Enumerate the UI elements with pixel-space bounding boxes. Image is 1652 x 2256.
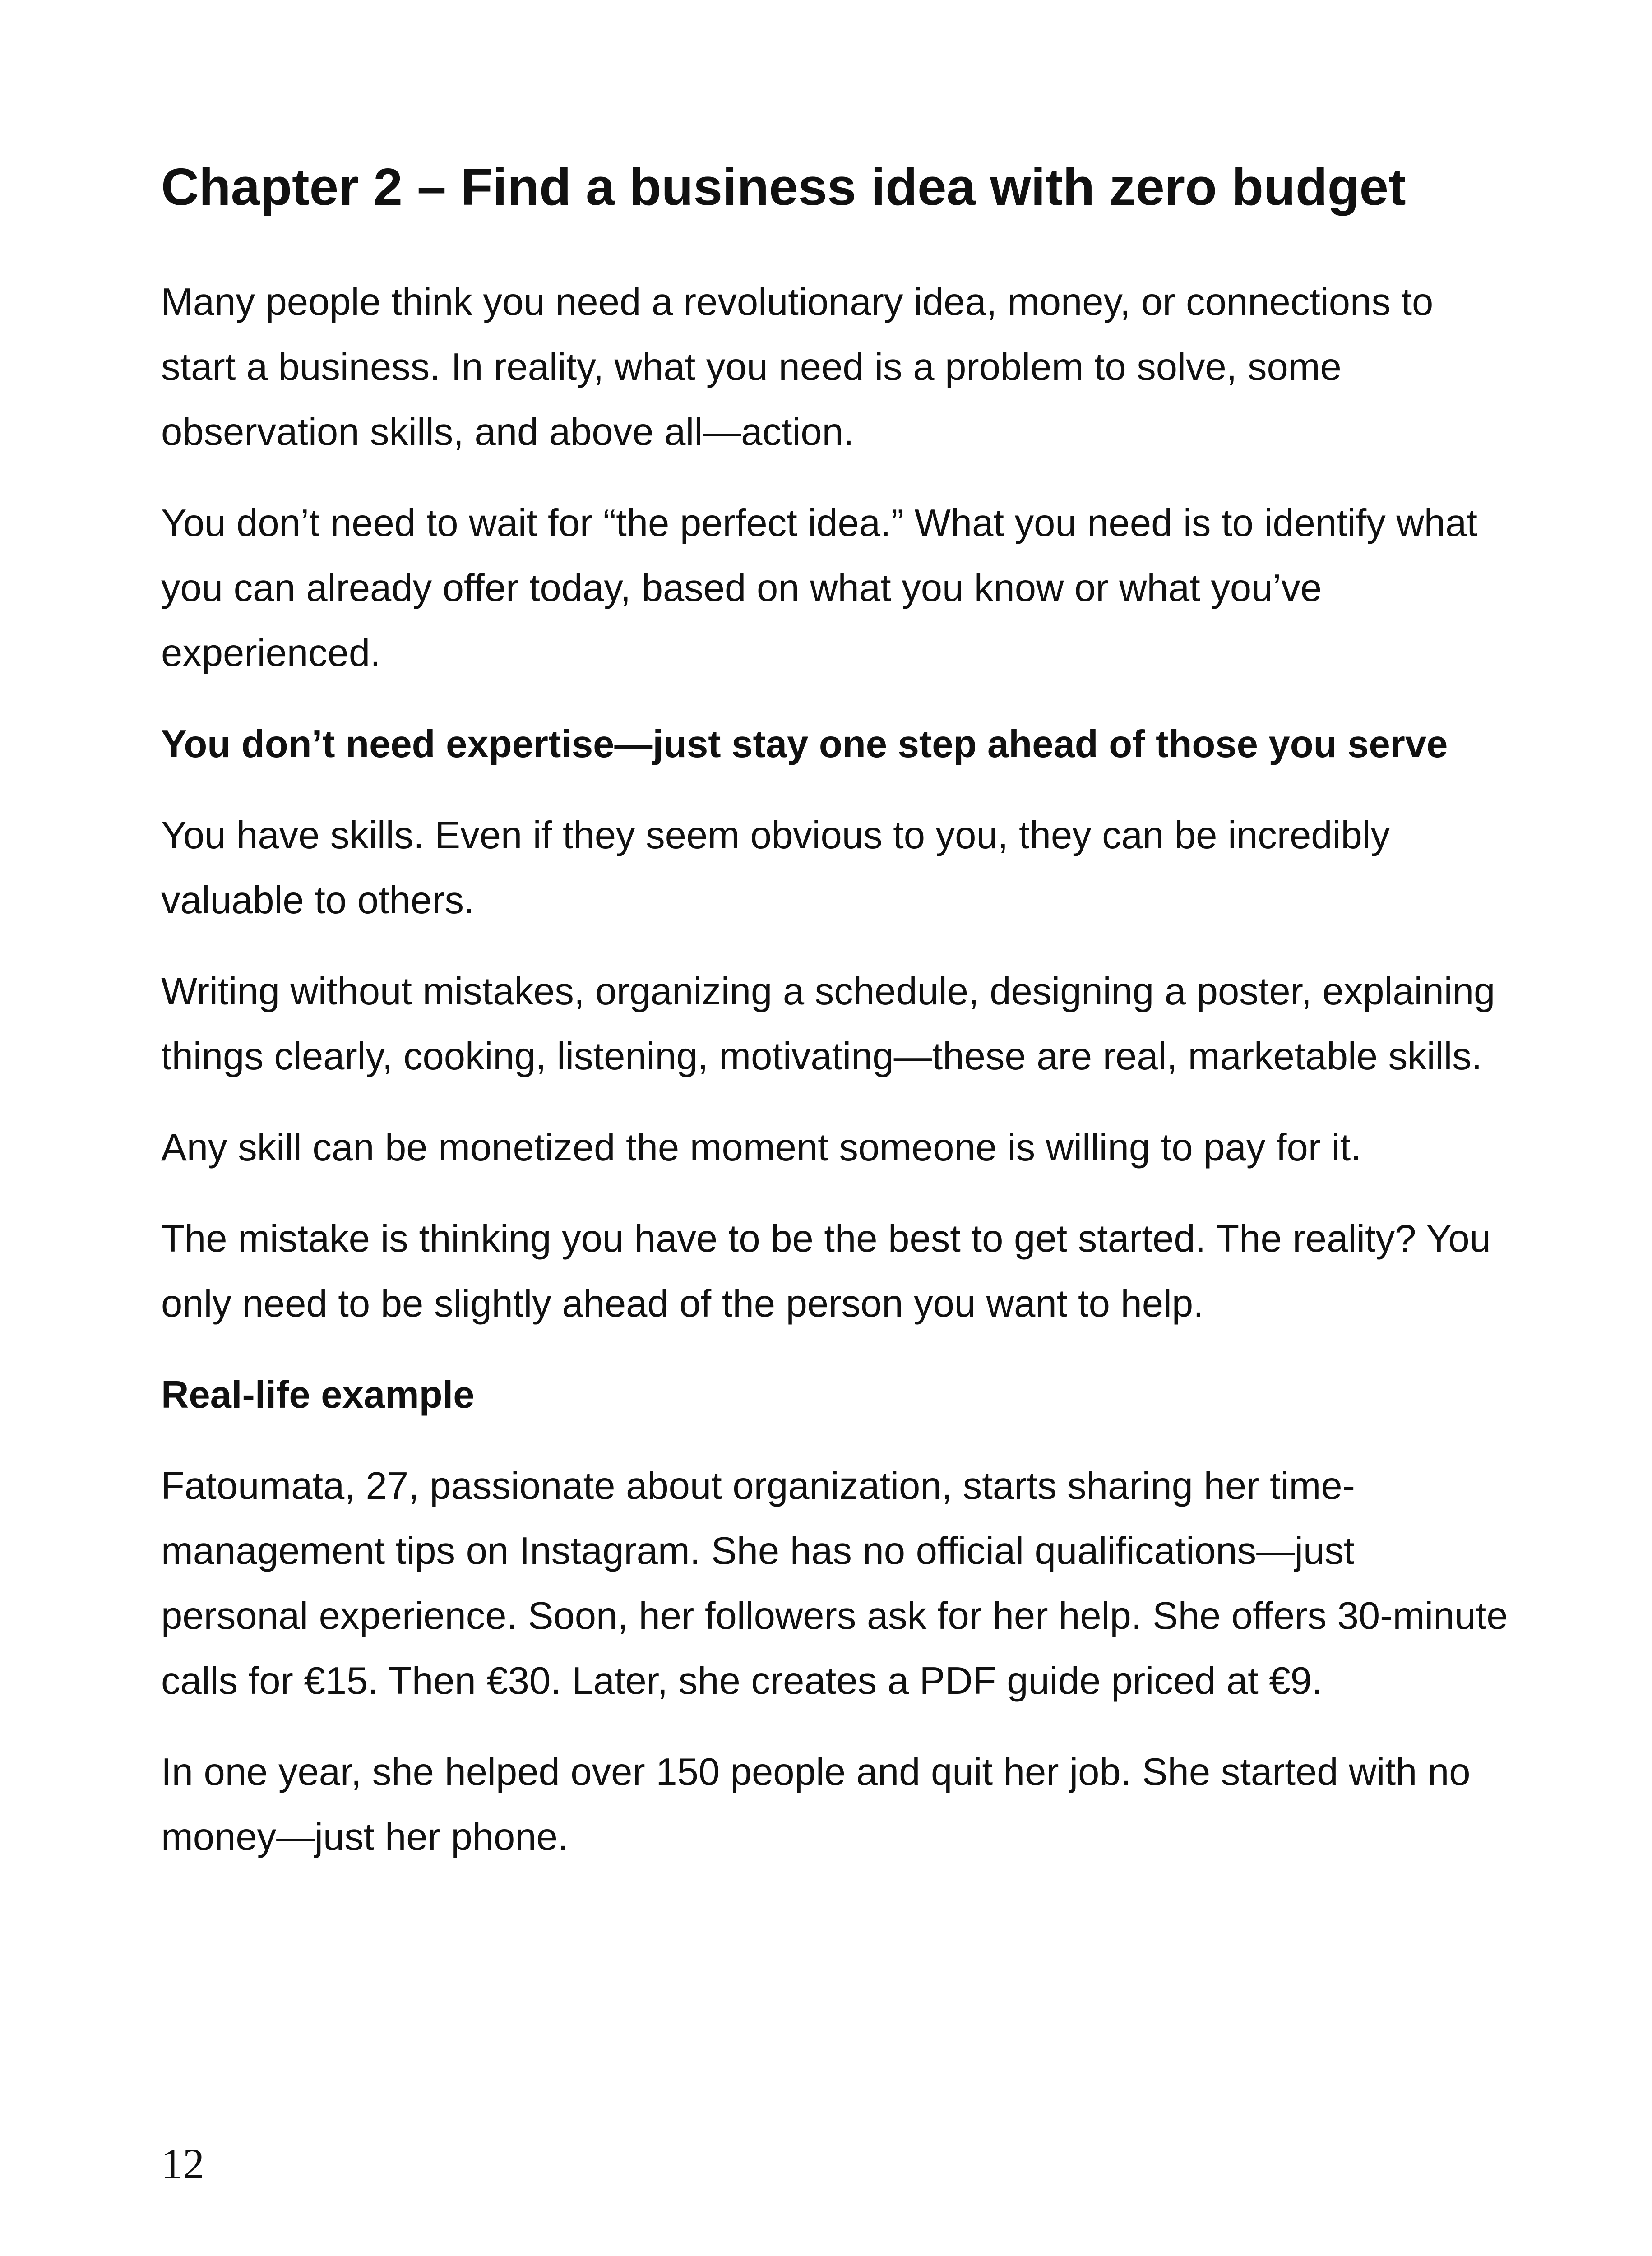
paragraph-result: In one year, she helped over 150 people and quit her job. She started with no money—just her phone. <box>161 1751 1471 1858</box>
paragraph-monetize: Any skill can be monetized the moment someone is willing to pay for it. <box>161 1126 1361 1169</box>
paragraph-fatoumata: Fatoumata, 27, passionate about organization, starts sharing her time-management tips on Instagram. She has no official qualifications—just personal experience. Soon, her followers ask for her help. She offers 30-minute calls for €15. Then €30. Later, she creates a PDF guide priced at €9. <box>161 1465 1508 1702</box>
paragraph-perfect-idea: You don’t need to wait for “the perfect idea.” What you need is to identify what you can already offer today, based on what you know or what you’ve experienced. <box>161 502 1477 675</box>
section-heading-expertise: You don’t need expertise—just stay one step ahead of those you serve <box>161 723 1448 766</box>
paragraph-skills: You have skills. Even if they seem obvious to you, they can be incredibly valuable to others. <box>161 814 1390 922</box>
section-heading-example: Real-life example <box>161 1373 475 1416</box>
paragraph-mistake: The mistake is thinking you have to be the best to get started. The reality? You only need to be slightly ahead of the person you want to help. <box>161 1217 1491 1325</box>
chapter-title: Chapter 2 – Find a business idea with zero budget <box>161 157 1406 216</box>
paragraph-skill-examples: Writing without mistakes, organizing a schedule, designing a poster, explaining things clearly, cooking, listening, motivating—these are real, marketable skills. <box>161 970 1495 1078</box>
body-text <box>161 270 1510 1896</box>
paragraph-intro: Many people think you need a revolutionary idea, money, or connections to start a business. In reality, what you need is a problem to solve, some observation skills, and above all—action. <box>161 281 1434 453</box>
page-number: 12 <box>161 2140 204 2188</box>
